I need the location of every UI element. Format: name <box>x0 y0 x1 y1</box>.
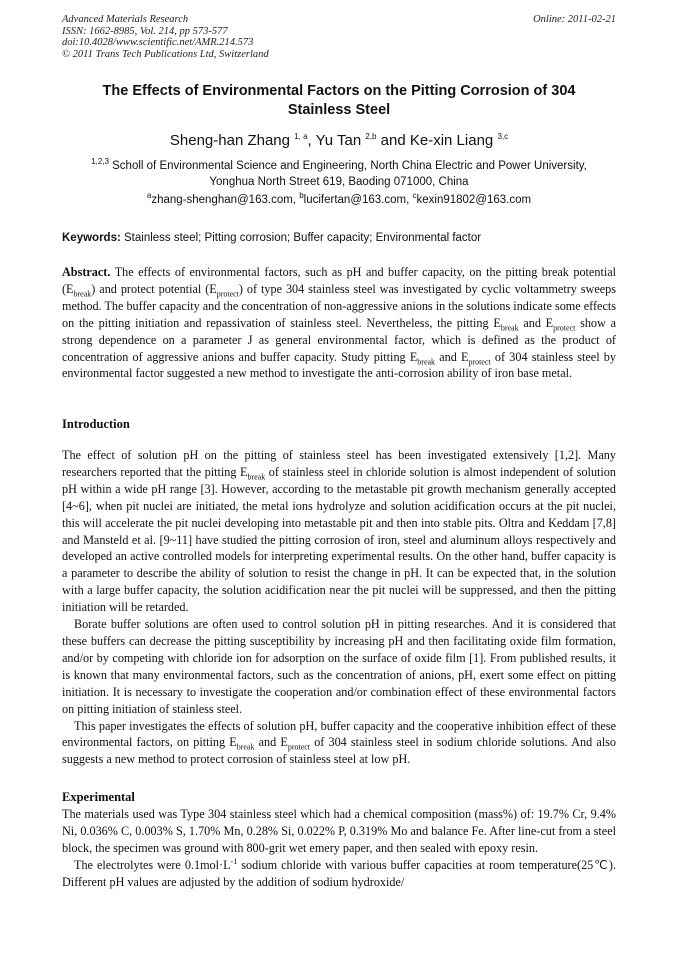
abstract-text: The effects of environmental factors, such as pH and buffer capacity, on the pitting break potential (E <box>62 265 617 296</box>
affiliation-line-1: Scholl of Environmental Science and Engineering, North China Electric and Power University, <box>112 160 587 172</box>
introduction-body <box>62 447 616 768</box>
keywords-text: Stainless steel; Pitting corrosion; Buffer capacity; Environmental factor <box>124 232 482 244</box>
subscript: protect <box>287 742 311 752</box>
publication-header <box>62 14 616 60</box>
intro-paragraph-1 <box>62 447 616 616</box>
introduction-heading: Introduction <box>62 417 130 431</box>
title-line-2: Stainless Steel <box>287 102 391 118</box>
email-a[interactable]: zhang-shenghan@163.com, <box>151 194 296 206</box>
experimental-body <box>62 806 616 891</box>
paragraph-text: This paper investigates the effects of solution pH, buffer capacity and the cooperative inhibition effect of these environmental factors, on pitting E <box>62 718 616 750</box>
subscript: protect <box>216 289 239 299</box>
author-conjunction: and <box>380 132 406 149</box>
doi-line[interactable]: doi:10.4028/www.scientific.net/AMR.214.573 <box>62 37 254 48</box>
subscript: protect <box>468 356 491 366</box>
keywords <box>62 231 616 245</box>
paragraph-text: and E <box>254 735 288 750</box>
author-2-name: Yu Tan <box>315 132 362 149</box>
author-1-affil-mark: 1, a <box>294 132 308 141</box>
affiliation-mark: 1,2,3 <box>91 157 109 167</box>
abstract-text: of 304 stainless steel by environmental factor suggested a new method to investigate the anti-corrosion ability of iron base metal. <box>62 349 616 381</box>
subscript: break <box>417 356 436 366</box>
author-3-name: Ke-xin Liang <box>409 132 494 149</box>
author-1-name: Sheng-han Zhang <box>169 132 290 149</box>
paragraph-text: The effect of solution pH on the pitting of stainless steel has been investigated extensively [1,2]. Many researchers reported that the pitting E <box>62 448 616 479</box>
email-b-mark: b <box>299 191 304 201</box>
intro-paragraph-2: Borate buffer solutions are often used to control solution pH in pitting researches. And it is considered that these buffers can decrease the pitting susceptibility by increasing pH and then facilitating oxide film formation, and/or by competing with chloride ion for adsorption on the surface of oxide film [1]. From published results, it is known that many environmental factors, such as the concentration of anions, pH, exert some effect on pitting initiation. It is necessary to investigate the cooperation and/or combination effect of these environmental factors on pitting initiation of stainless steel. <box>62 617 616 716</box>
intro-paragraph-3 <box>62 718 616 769</box>
paragraph-text: of 304 stainless steel in sodium chloride solutions. And also suggests a new method to protect corrosion of stainless steel at low pH. <box>62 735 616 767</box>
email-c[interactable]: kexin91802@163.com <box>416 194 532 206</box>
journal-name: Advanced Materials Research <box>62 14 189 25</box>
abstract-text: and E <box>435 349 469 364</box>
author-3-affil-mark: 3,c <box>497 132 509 141</box>
email-c-mark: c <box>412 191 417 201</box>
paragraph-text: of stainless steel in chloride solution is almost independent of solution pH within a wide pH range [3]. However, according to the metastable pit growth mechanism generally accepted [4~6], when pit nuclei are initiated, the metal ions hydrolyze and solution acidification occurs at the pit nuclei, this will accelerate the pit nuclei developing into metastable pit and then into stable pits. Oltra and Keddam [7,8] and Mansteld et al. [9~11] have studied the pitting corrosion of iron, steel and aluminum alloys respectively and developed an active controlled models for interpreting experimental results. On the other hand, buffer capacity is a parameter to describe the ability of solution to resist the change in pH. It can be expected that, in the solution with a large buffer capacity, the solution acidification near the pit nuclei will be suppressed, and then the pitting initiation will be retarded. <box>62 464 616 615</box>
abstract-text: and E <box>518 315 554 330</box>
email-b[interactable]: lucifertan@163.com, <box>303 194 410 206</box>
abstract <box>62 264 616 382</box>
author-2-affil-mark: 2,b <box>365 132 377 141</box>
exp-paragraph-1: The materials used was Type 304 stainless steel which had a chemical composition (mass%) of: 19.7% Cr, 9.4% Ni, 0.036% C, 0.003% S, 1.70% Mn, 0.28% Si, 0.022% P, 0.319% Mo and balance Fe. After line-cut from a steel block, the specimen was ground with 800-grit wet emery paper, and then sealed with epoxy resin. <box>62 807 616 855</box>
abstract-text: show a strong dependence on a parameter J as general environmental factor, which is defined as the product of concentration of aggressive anions and buffer capacity. Study pitting E <box>62 315 616 364</box>
subscript: break <box>73 289 92 299</box>
paper-title <box>62 82 616 120</box>
affiliation-line-2: Yonghua North Street 619, Baoding 071000, China <box>209 176 469 188</box>
keywords-label: Keywords: <box>62 232 121 244</box>
paragraph-text: sodium chloride with various buffer capacities at room temperature(25℃). Different pH values are adjusted by the addition of sodium hydroxide/ <box>62 857 616 889</box>
subscript: break <box>236 742 255 752</box>
subscript: break <box>247 472 266 482</box>
subscript: break <box>500 323 519 333</box>
copyright-line: © 2011 Trans Tech Publications Ltd, Switzerland <box>62 48 269 60</box>
email-a-mark: a <box>146 191 152 201</box>
superscript: -1 <box>230 856 238 866</box>
abstract-text: ) of type 304 stainless steel was investigated by cyclic voltammetry sweeps method. The buffer capacity and the concentration of non-aggressive anions in the solutions indicate some effects on the pitting initiation and repassivation of stainless steel. Nevertheless, the pitting E <box>62 281 617 330</box>
exp-paragraph-2 <box>62 857 616 891</box>
abstract-label: Abstract. <box>62 265 111 279</box>
abstract-text: ) and protect potential (E <box>91 281 217 296</box>
online-date: Online: 2011-02-21 <box>533 14 616 25</box>
affiliation <box>62 158 616 190</box>
title-line-1: The Effects of Environmental Factors on the Pitting Corrosion of 304 <box>102 83 576 99</box>
subscript: protect <box>553 323 576 333</box>
author-list <box>62 132 616 150</box>
issn-line: ISSN: 1662-8985, Vol. 214, pp 573-577 <box>62 25 228 37</box>
author-separator: , <box>307 132 312 149</box>
experimental-heading: Experimental <box>62 790 135 804</box>
paragraph-text: The electrolytes were 0.1mol·L <box>74 857 231 872</box>
author-emails <box>62 193 616 207</box>
